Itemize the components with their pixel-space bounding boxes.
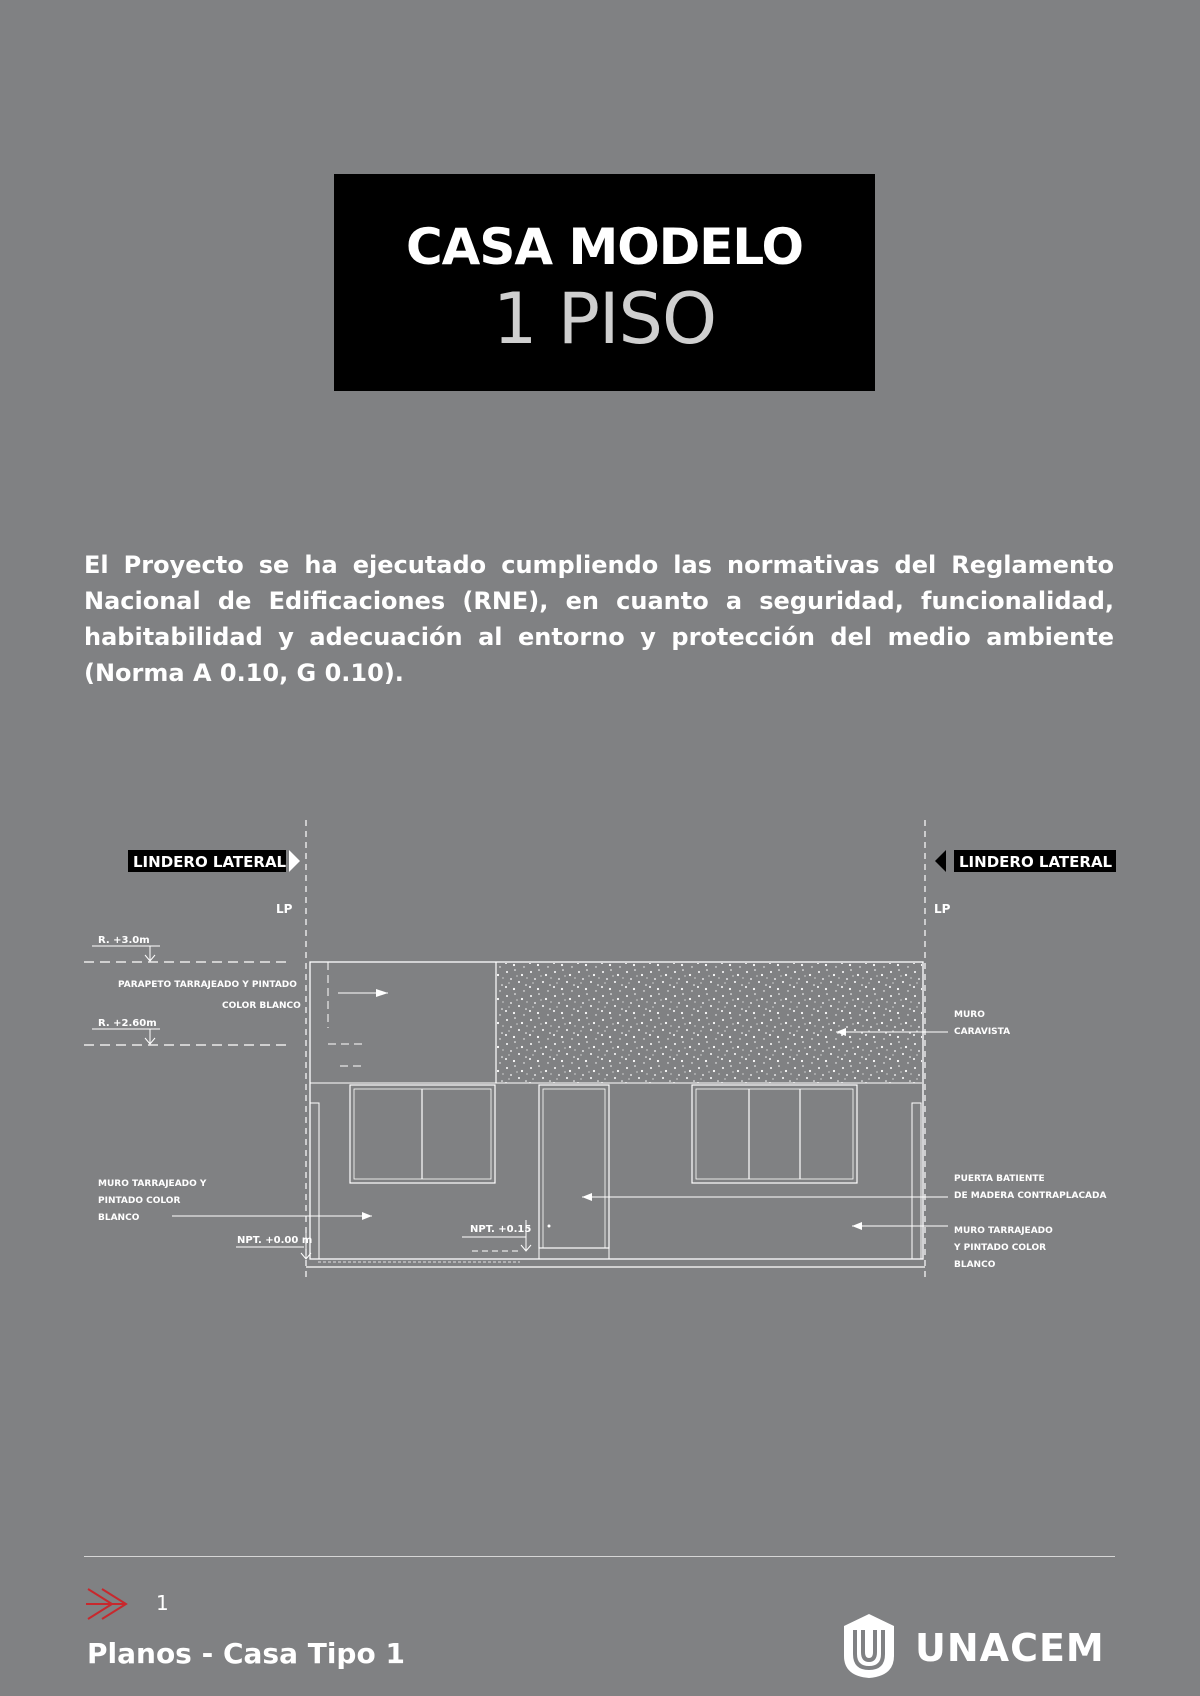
double-chevron-icon <box>84 1587 144 1621</box>
page-number: 1 <box>156 1591 169 1615</box>
muro-note-right-line2: Y PINTADO COLOR <box>954 1243 1047 1253</box>
boundary-label-right: LINDERO LATERAL <box>959 853 1113 871</box>
caravista-note-line2: CARAVISTA <box>954 1027 1011 1037</box>
level-mid: R. +2.60m <box>98 1018 157 1029</box>
caravista-note-line1: MURO <box>954 1010 985 1020</box>
window-right <box>692 1085 857 1183</box>
muro-note-left-line1: MURO TARRAJEADO Y <box>98 1179 207 1189</box>
puerta-note-line1: PUERTA BATIENTE <box>954 1174 1045 1184</box>
parapet-note-line2: COLOR BLANCO <box>222 1001 301 1011</box>
footer-divider <box>84 1556 1115 1557</box>
unacem-logo-icon <box>840 1612 898 1680</box>
door <box>539 1085 609 1259</box>
muro-note-left-line3: BLANCO <box>98 1213 140 1223</box>
boundary-label-left: LINDERO LATERAL <box>133 853 287 871</box>
lp-label-right: LP <box>934 902 951 916</box>
muro-note-left-line2: PINTADO COLOR <box>98 1196 181 1206</box>
parapet-note-line1: PARAPETO TARRAJEADO Y PINTADO <box>118 980 297 990</box>
brand-name: UNACEM <box>915 1626 1105 1670</box>
muro-note-right-line3: BLANCO <box>954 1260 996 1270</box>
muro-note-right-line1: MURO TARRAJEADO <box>954 1226 1053 1236</box>
title-subtitle: 1 PISO <box>492 278 717 360</box>
puerta-note-line2: DE MADERA CONTRAPLACADA <box>954 1191 1107 1201</box>
intro-paragraph: El Proyecto se ha ejecutado cumpliendo las normativas del Reglamento Nacional de Edificaciones (RNE), en cuanto a seguridad, funcionalidad, habitabilidad y adecuación al entorno y protección del medio ambiente (Norma A 0.10, G 0.10). <box>84 551 1114 687</box>
npt-left: NPT. +0.00 m <box>237 1235 313 1246</box>
title-main: CASA MODELO <box>405 218 803 276</box>
npt-door: NPT. +0.15 <box>470 1224 532 1235</box>
boundary-arrow-right-icon <box>289 850 300 872</box>
document-title: Planos - Casa Tipo 1 <box>87 1637 405 1670</box>
lp-label-left: LP <box>276 902 293 916</box>
elevation-drawing <box>0 800 1200 1290</box>
title-banner <box>334 174 875 391</box>
window-left <box>350 1085 495 1183</box>
caravista-wall <box>496 963 922 1083</box>
boundary-arrow-left-icon <box>935 850 946 872</box>
level-top: R. +3.0m <box>98 935 150 946</box>
